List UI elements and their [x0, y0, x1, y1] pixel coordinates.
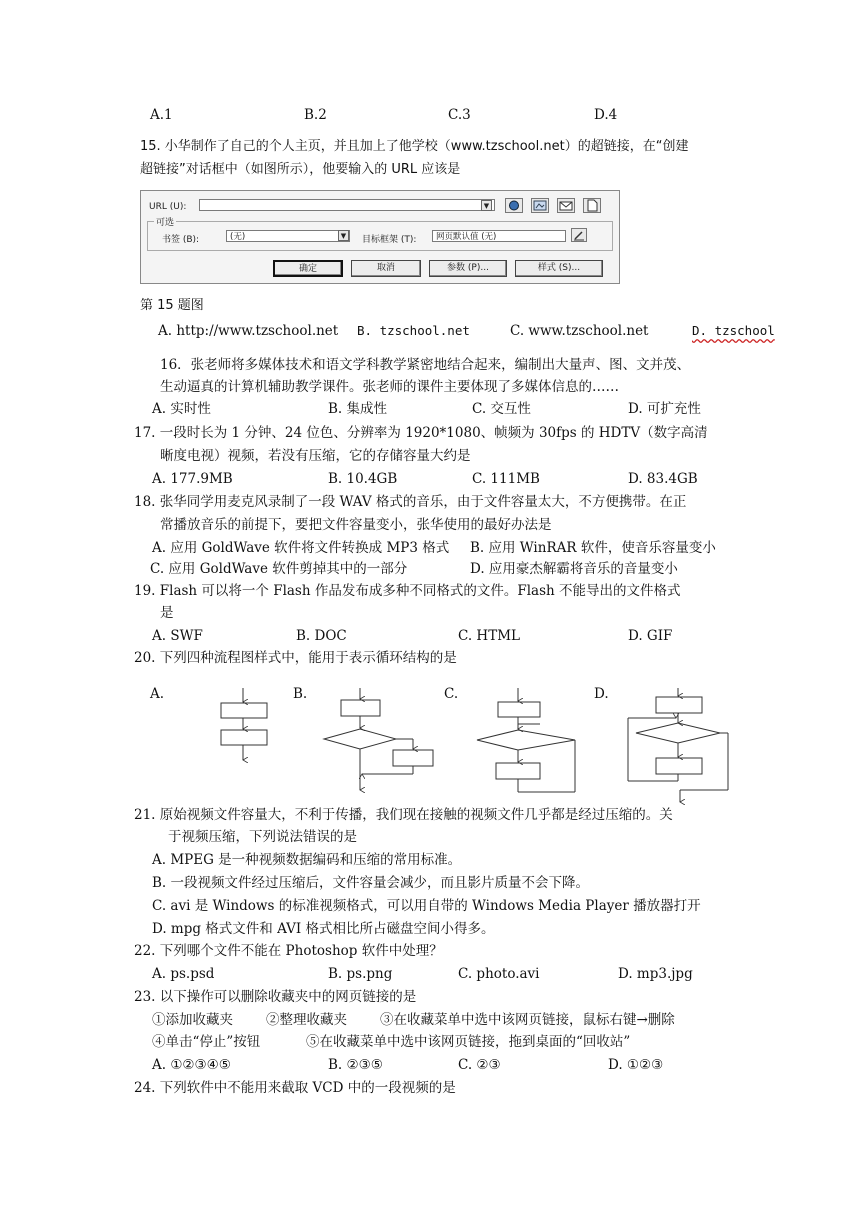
q23-option-b: B. ②③⑤ [328, 1057, 383, 1073]
q20-option-d: D. [594, 686, 609, 702]
bookmark-label: 书签 (B): [162, 235, 200, 245]
q24-line-1: 24. 下列软件中不能用来截取 VCD 中的一段视频的是 [134, 1080, 456, 1096]
q20-option-a: A. [150, 686, 165, 702]
q23-option-c: C. ②③ [458, 1057, 501, 1073]
figure-15-caption: 第 15 题图 [140, 298, 204, 313]
q19-option-b: B. DOC [296, 628, 347, 644]
q20-option-b: B. [293, 686, 308, 702]
q19-option-d: D. GIF [628, 628, 673, 644]
q23-item-4: ④单击“停止”按钮 [152, 1034, 261, 1050]
q16-option-c: C. 交互性 [472, 401, 531, 417]
q15-line-1: 15. 小华制作了自己的个人主页，并且加上了他学校（www.tzschool.net）的超链接，在“创建 [140, 139, 689, 154]
q19-option-a: A. SWF [152, 628, 203, 644]
q21-option-b: B. 一段视频文件经过压缩后，文件容量会减少，而且影片质量不会下降。 [152, 875, 590, 891]
bookmark-select[interactable]: (无) [226, 230, 350, 242]
q15-line-2: 超链接”对话框中（如图所示），他要输入的 URL 应该是 [140, 162, 461, 177]
q23-item-2: ②整理收藏夹 [266, 1012, 347, 1028]
q19-line-1: 19. Flash 可以将一个 Flash 作品发布成多种不同格式的文件。Flash 不能导出的文件格式 [134, 583, 681, 599]
url-dropdown-icon[interactable]: ▼ [481, 200, 492, 211]
q16-option-b: B. 集成性 [328, 401, 388, 417]
q23-option-d: D. ①②③ [608, 1057, 664, 1073]
q23-item-1: ①添加收藏夹 [152, 1012, 233, 1028]
q22-option-b: B. ps.png [328, 966, 393, 982]
flowchart-a-sequence [221, 688, 267, 760]
q14-option-c: C.3 [448, 107, 471, 123]
q14-option-b: B.2 [304, 107, 327, 123]
q22-option-a: A. ps.psd [152, 966, 215, 982]
cancel-button[interactable]: 取消 [351, 260, 421, 277]
url-label: URL (U): [149, 202, 187, 212]
q21-option-d: D. mpg 格式文件和 AVI 格式相比所占磁盘空间小得多。 [152, 921, 495, 937]
q21-line-2: 于视频压缩，下列说法错误的是 [168, 829, 357, 845]
q15-option-a: A. http://www.tzschool.net [158, 323, 339, 339]
q21-line-1: 21. 原始视频文件容量大，不利于传播，我们现在接触的视频文件几乎都是经过压缩的。关 [134, 807, 673, 823]
optional-group-label: 可选 [154, 215, 176, 228]
style-button[interactable]: 样式 (S)... [515, 260, 603, 277]
q22-option-d: D. mp3.jpg [618, 966, 693, 982]
q16-option-a: A. 实时性 [152, 401, 211, 417]
q17-line-1: 17. 一段时长为 1 分钟、24 位色、分辨率为 1920*1080、帧频为 30fps 的 HDTV（数字高清 [134, 425, 708, 441]
q23-item-3: ③在收藏菜单中选中该网页链接，鼠标右键→删除 [380, 1012, 675, 1028]
q17-option-b: B. 10.4GB [328, 471, 398, 487]
bookmark-dropdown-icon[interactable]: ▼ [338, 230, 349, 241]
q23-item-5: ⑤在收藏菜单中选中该网页链接，拖到桌面的“回收站” [306, 1034, 631, 1050]
q20-line-1: 20. 下列四种流程图样式中，能用于表示循环结构的是 [134, 650, 457, 666]
q17-option-d: D. 83.4GB [628, 471, 698, 487]
q20-option-c: C. [444, 686, 459, 702]
q15-option-b: B. tzschool.net [357, 323, 470, 338]
q21-option-a: A. MPEG 是一种视频数据编码和压缩的常用标准。 [152, 852, 462, 868]
q16-line-2: 生动逼真的计算机辅助教学课件。张老师的课件主要体现了多媒体信息的…… [160, 379, 619, 395]
target-frame-input[interactable]: 网页默认值 (无) [432, 230, 566, 242]
q18-option-d: D. 应用豪杰解霸将音乐的音量变小 [470, 561, 678, 577]
q21-option-c: C. avi 是 Windows 的标准视频格式，可以用自带的 Windows Media Player 播放器打开 [152, 898, 701, 914]
q18-option-c: C. 应用 GoldWave 软件剪掉其中的一部分 [150, 561, 408, 577]
q15-option-d: D. tzschool [692, 323, 775, 338]
q16-option-d: D. 可扩充性 [628, 401, 701, 417]
q18-line-2: 常播放音乐的前提下，要把文件容量变小，张华使用的最好办法是 [160, 517, 552, 533]
q23-line-1: 23. 以下操作可以删除收藏夹中的网页链接的是 [134, 989, 417, 1005]
flowchart-c-loop [477, 688, 575, 792]
q19-line-2: 是 [160, 605, 174, 621]
target-frame-label: 目标框架 (T): [362, 235, 417, 245]
parameters-button[interactable]: 参数 (P)... [429, 260, 507, 277]
q14-option-d: D.4 [594, 107, 618, 123]
ok-button[interactable]: 确定 [273, 260, 343, 277]
q17-option-c: C. 111MB [472, 471, 540, 487]
q22-line-1: 22. 下列哪个文件不能在 Photoshop 软件中处理？ [134, 943, 443, 959]
flowchart-d-loop [628, 688, 728, 802]
q19-option-c: C. HTML [458, 628, 520, 644]
flowchart-b-selection [324, 688, 433, 790]
q18-line-1: 18. 张华同学用麦克风录制了一段 WAV 格式的音乐，由于文件容量太大，不方便携带。在正 [134, 494, 687, 510]
q18-option-b: B. 应用 WinRAR 软件，使音乐容量变小 [470, 540, 716, 556]
q18-option-a: A. 应用 GoldWave 软件将文件转换成 MP3 格式 [152, 540, 450, 556]
q23-option-a: A. ①②③④⑤ [152, 1057, 231, 1073]
q14-option-a: A.1 [150, 107, 173, 123]
q22-option-c: C. photo.avi [458, 966, 540, 982]
q16-line-1: 16．张老师将多媒体技术和语文学科教学紧密地结合起来，编制出大量声、图、文并茂、 [160, 357, 691, 373]
q17-option-a: A. 177.9MB [152, 471, 233, 487]
q17-line-2: 晰度电视）视频，若没有压缩，它的存储容量大约是 [160, 448, 471, 464]
q15-option-c: C. www.tzschool.net [510, 323, 649, 339]
